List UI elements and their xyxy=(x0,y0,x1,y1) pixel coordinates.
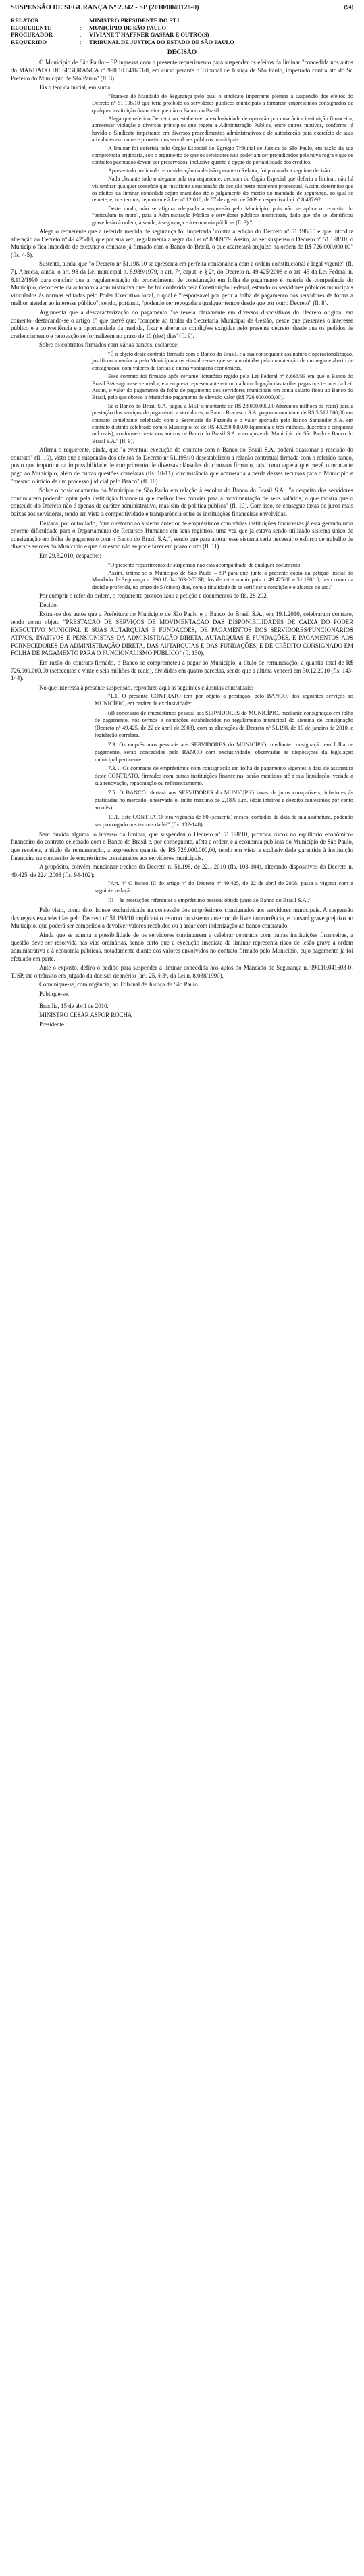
paragraph: Sustenta, ainda, que "o Decreto nº 51.198/10 se apresenta em perfeita consonância com a ordem constitucional e legal vigente" (fl. 7). Aprecia, ainda, o art. 98 da Lei municipal n. 8.989/1979, o art. 7º, caput, e § 2º, do Decreto n. 49.425/2008 e o art. 45 da Lei Federal n. 8.112/1990 para concluir que a regulamentação do procedimento de consignação em folha de pagamento é matéria de competência do Município, decorrente da autonomia administrativa que lhe foi conferida pela Constituição Federal, estando os servidores públicos municipais vinculados às normas editadas pelo Poder Executivo local, o qual é "responsável por gerir a folha de pagamento dos servidores de forma a melhor atender ao interesse público", sendo, portanto, "podendo ser revogada a qualquer tempo desde que por outro Decreto" (fl. 8). xyxy=(11,260,353,307)
contract-clause: 7.3.1. Os contratos de empréstimos com consignação em folha de pagamento vigentes à data de assinatura deste CONTRATO, firmados com outras instituições financeiras, serão mantidos até a sua liquidação, vedada a sua renovação, repactuação ou refinanciamento. xyxy=(95,765,353,787)
contract-clause: "1.1. O presente CONTRATO tem por objeto a prestação, pelo BANCO, dos seguintes serviços ao MUNICÍPIO, em caráter de exclusividade: xyxy=(95,693,353,707)
party-name: MINISTRO PRESIDENTE DO STJ xyxy=(89,17,180,24)
paragraph: Comunique-se, com urgência, ao Tribunal de Justiça de São Paulo. xyxy=(39,981,199,988)
party-separator: : xyxy=(80,17,82,24)
block-quote xyxy=(92,562,353,592)
party-separator: : xyxy=(80,38,82,45)
document-header xyxy=(11,4,353,11)
decree-article: III – às prestações referentes a empréstimo pessoal obtido junto ao Banco do Brasil S.A.;" xyxy=(108,897,312,904)
party-role: REQUERENTE xyxy=(11,24,52,31)
party-role: RELATOR xyxy=(11,17,39,24)
block-quote xyxy=(92,93,353,226)
quote-paragraph: "O presente requerimento de suspensão não está acompanhado de qualquer documento. xyxy=(108,561,302,568)
paragraph: Pelo visto, como dito, houve exclusividade na concessão dos empréstimos consignados aos servidores municipais. A suspensão das regras estabelecidas pelo Decreto nº 51.198/10 implicará o retorno do sistema anterior, de livre concorrência, e causará grave prejuízo ao Município, que poderá ser compelido a devolver valores recebidos ou a arcar com indenização ao banco contratado. xyxy=(11,907,353,930)
signature-block xyxy=(11,1003,353,1029)
paragraph: Sobre o posicionamento do Município de São Paulo em relação à escolha do Banco do Brasil S.A., "a despeito dos servidores continuarem podendo optar pela instituição financeira que melhor lhes convier para a movimentação de seus salários, o que mostra que o conteúdo do Decreto não é apenas de caráter administrativo, mas sim de política pública" (fl. 10). Com isso, se consegue taxas de juros mais baixas aos servidores, tendo em vista a competitividade e transparência entre as instituições financeiras envolvidas. xyxy=(11,487,353,517)
party-name: TRIBUNAL DE JUSTIÇA DO ESTADO DE SÃO PAULO xyxy=(89,38,234,45)
paragraph: Sem dúvida alguma, o inverso da liminar, que suspendeu o Decreto nº 51.198/10, provoca riscos no equilíbrio econômico-financeiro do contrato celebrado com o Banco do Brasil e, por conseguinte, afeta a ordem e a economia públicas do Município de São Paulo, que recebeu, a título de remuneração, a expressiva quantia de R$ 726.000.000,00, tendo em vista a exclusividade garantida à instituição financeira na concessão de empréstimos consignados aos servidores municipais. xyxy=(11,830,353,861)
paragraph: Extrai-se dos autos que a Prefeitura do Município de São Paulo e o Banco do Brasil S.A., em 19.1.2010, celebraram contrato, tendo como objeto "PRESTAÇÃO DE SERVIÇOS DE MOVIMENTAÇÃO DAS DISPONIBILIDADES DE CAIXA DO PODER EXECUTIVO MUNICIPAL E SUAS AUTARQUIAS E FUNDAÇÕES, DE PAGAMENTOS DOS SERVIDORES/FUNCIONÁRIOS ATIVOS, INATIVOS E PENSIONISTAS DA ADMINISTRAÇÃO DIRETA, AUTARQUIAS E FUNDAÇÕES, E PAGAMENTOS AOS FORNECEDORES DA ADMINISTRAÇÃO DIRETA, DAS AUTARQUIAS E DAS FUNDAÇÕES, E DE CRÉDITO CONSIGNADO EM FOLHA DE PAGAMENTO PARA O FUNCIONALISMO PÚBLICO" (fl. 130). xyxy=(11,611,353,657)
paragraph: No que interessa à presente suspensão, reproduzo aqui as seguintes cláusulas contratuais: xyxy=(39,684,253,691)
quote-paragraph: Apresentado pedido de reconsideração da decisão perante o Relator, foi prolatada a seguinte decisão: xyxy=(108,167,332,174)
party-name: MUNICÍPIO DE SÃO PAULO xyxy=(89,24,167,31)
quote-paragraph: Assim, intime-se o Município de São Paulo – SP para que junte a presente cópia da petição inicial do Mandado de Segurança n. 990.10.041603-0-TJSP, dos decretos municipais n. 49.425/08 e 51.198/10, bem como da decisão proferida, no prazo de 5 (cinco) dias, com a finalidade de se verificar a condição e o alcance do ato." xyxy=(92,569,353,590)
document-title: SUSPENSÃO DE SEGURANÇA Nº 2.342 - SP (2010/0049128-0) xyxy=(11,4,199,11)
paragraph: Publique-se. xyxy=(39,990,70,997)
paragraph: A propósito, convém mencionar trechos do Decreto n. 51.198, de 22.1.2010 (fls. 103-104), alterando dispositivos do Decreto n. 49.425, de 22.4.2008 (fls. 94-102): xyxy=(11,863,353,878)
paragraph: Em razão do contrato firmado, o Banco se comprometeu a pagar ao Município, a título de remuneração, a quantia total de R$ 726.000.000,00 (setecentos e vinte e seis milhões de reais), divididos em quatro parcelas, sendo que a última vencerá em 30.12.2010 (fls. 143-144). xyxy=(11,659,353,682)
quote-paragraph: Nada obstante todo o alegado pela ora requerente, decisum do Órgão Especial que deferiu a liminar, não há vislumbrar qualquer conteúdo que justifique a suspensão da decisão neste momento processual. Assim, determino que os efeitos da liminar concedida sejam mantidos até o julgamento do mérito do mandado de segurança, ao qual se remete, e, nos termos, reporto-me à Lei nº 12.016, de 07 de agosto de 2009 e respectiva Lei nº 8.437/92. xyxy=(92,176,353,204)
paragraph: Destaca, por outro lado, "que o retorno ao sistema anterior de empréstimos com várias instituições financeiras já está gerando uma enorme dificuldade para o Departamento de Recursos Humanos em seus registros, uma vez que já estava sendo utilizado sistema único de consignação em folha de pagamento com o Banco do Brasil S.A.", sendo que para alterar esse sistema seria necessário esforço de trabalho de diversos setores do Município e que o mesmo não se pode fazer em prazo curto (fl. 11). xyxy=(11,519,353,550)
decree-article: "Art. 4º O inciso III do artigo 4º do Decreto nº 49.425, de 22 de abril de 2008, passa a vigorar com a seguinte redação: xyxy=(95,880,353,895)
party-name: VIVIANE T HAFFNER GASPAR E OUTRO(S) xyxy=(89,31,209,39)
paragraph: Argumenta que a descaracterização do pagamento "se revela claramente em diversos dispositivos do Decreto original em comento, destacando-se o artigo 8º que prevê que: 'compete ao titular da Secretaria Municipal de Gestão, desde que presentes o interesse público e a conveniência e a oportunidade da medida, fixar e alterar as condições exigidas pelo presente decreto, desde que os pedidos de credenciamento e renovação se formalizem no prazo de 10 (dez) dias' (fl. 9). xyxy=(11,309,353,339)
signature-role: Presidente xyxy=(39,1020,64,1028)
paragraph: Afirma o requerente, ainda, que "a eventual execução do contrato com o Banco do Brasil S.A. poderá ocasionar a rescisão do contrato" (fl. 10), visto que a suspensão dos efeitos do Decreto nº 51.198/10 desestabilizou a relação contratual firmada com o referido banco, posto que importou na impossibilidade de cumprimento de diversas cláusulas do contrato firmado, tais como aquela que prevê o montante pago ao Município, além de outras questões correlatas (fls. 10-11), circunstância que acarretaria a perda desses recursos para o Município e "mesmo o início de um processo judicial pelo Banco" (fl. 10). xyxy=(11,446,353,485)
party-role: PROCURADOR xyxy=(11,31,53,39)
block-quote xyxy=(92,351,353,445)
paragraph: O Município de São Paulo – SP ingressa com o presente requerimento para suspender os efeitos da liminar "concedida nos autos do MANDADO DE SEGURANÇA nº 990.10.041603-0, em curso perante o Tribunal de Justiça de São Paulo, impetrado contra ato do Sr. Prefeito do Município de São Paulo" (fl. 3). xyxy=(11,59,353,82)
party-role: REQUERIDO xyxy=(11,38,47,45)
party-row xyxy=(11,24,353,32)
paragraph: Ante o exposto, defiro o pedido para suspender a liminar concedida nos autos do Mandado de Segurança n. 990.10.041603-0-TJSP, até o trânsito em julgado da decisão de mérito (art. 25, § 3º, da Lei n. 8.038/1990). xyxy=(11,964,353,979)
page-number: (94) xyxy=(344,4,353,10)
contract-clause: (d) concessão de empréstimos pessoal aos SERVIDORES do MUNICÍPIO, mediante consignação em folha de pagamento, nos termos e condições estabelecidos no regulamento municipal do sistema de consignação (Decreto nº 49.425, de 22 de abril de 2008), com as alterações do Decreto nº 51.198, de 10 de janeiro de 2010, e legislação correlata. xyxy=(95,710,353,738)
party-row xyxy=(11,17,353,24)
quote-paragraph: "É o objeto deste contrato firmado com o Banco do Brasil, e a sua consequente assinatura e operacionalização, justificou a renúncia pelo Município a receitas diversas que seriam obtidas pela manutenção de um regime aberto de consignação, com valores de tarifas e outras vantagens econômicas. xyxy=(92,350,353,371)
paragraph: Em 29.3.2010, despachei: xyxy=(39,552,101,559)
paragraph: Eis o teor da inicial, em suma: xyxy=(39,84,112,91)
quote-paragraph: "Trata-se de Mandado de Segurança pelo qual o sindicato impetrante pleiteia a suspensão dos efeitos do Decreto nº 51.198/10 que teria prolbido os servidores públicos municipais a tomarem empréstimos consignados de qualquer instituição financeira que não o Banco do Brasil. xyxy=(92,93,353,114)
contract-clause: 13.1. Este CONTRATO terá vigência de 60 (sessenta) meses, contados da data de sua assinatura, podendo ser prorrogado nos termos da lei" (fls. 132-148). xyxy=(95,813,353,828)
party-separator: : xyxy=(80,31,82,39)
party-row xyxy=(11,31,353,39)
quote-paragraph: A liminar foi deferida pelo Órgão Especial do Egrégio Tribunal de Justiça de São Paulo, em razão da sua competência originária, sob o argumento de que os servidores não poderiam ser prejudicados pela nova regra e que os contratos pactuados devem ser preservados, inclusive quanto à opção de portabilidade dos créditos. xyxy=(92,145,353,166)
parties-block xyxy=(11,17,353,45)
quote-paragraph: Alega que referido Decreto, ao estabelecer a exclusividade de operação por uma única instituição financeira, apresentar violação a diversos princípios que regem a Administração Pública, entre outros motivos, conforme já havido o Sindicato impetrante em diversos procedimentos administrativos e de autorização para exercício de suas atividades em nome e proveito dos servidores públicos municipais. xyxy=(92,115,353,143)
paragraph: Alega o requerente que a referida medida de segurança foi impetrada "contra a edição do Decreto nº 51.198/10 e que introduz alteração ao Decreto nº 49.425/08, que por sua vez, regulamenta a regra da Lei nº 8.989/79. Assim, ao ser suspenso o Decreto nº 51.198/10, o Município fica impedido de executar o contrato já firmado com o Banco do Brasil, o que acarretará prejuízo na ordem de R$ 726.000.000,00" (fls. 4-5). xyxy=(11,228,353,258)
signature-name: MINISTRO CESAR ASFOR ROCHA xyxy=(39,1011,132,1019)
decision-body xyxy=(11,59,353,1028)
decision-heading: DECISÃO xyxy=(167,49,197,57)
party-row xyxy=(11,39,353,46)
quote-paragraph: Se o Banco do Brasil S.A. pagou à MSP o montante de R$ 28.000.000,00 (duzentos milhões de reais) para a prestação dos serviços de pagamento a servidores, o Banco Bradesco S.A. pagou o montante de R$ 5.512.000,00 em contrato semelhante celebrado com a Secretaria de Fazenda e o valor aportado pelo Banco Santander S.A. em contrato distinto celebrado com o Município foi de R$ 43.250.000,00 (quarenta e três milhões, duzentos e cinquenta mil reais), conforme consta nos anexos de Banco do Brasil S.A. e ao ajuste do Município de São Paulo e Banco do Brasil S.A." (fl. 9). xyxy=(92,402,353,444)
paragraph: Sobre os contratos firmados com várias bancos, esclarece: xyxy=(39,341,179,349)
quote-paragraph: Deste modo, não se afigura adequada a suspensão pelo Município, pois não se aplica o requisito do "periculum in mora", para a Administração Pública e servidores públicos municipais, dado que não se identificou grave lesão à ordem, à saúde, à segurança e à economia públicas (fl. 3)." xyxy=(92,205,353,226)
paragraph: Por cumprir o referido ordem, o requerente protocolizou a petição e documentos de fls. 28-202. xyxy=(39,592,268,600)
contract-clause: 7.5. O BANCO ofertará aos SERVIDORES do MUNICÍPIO taxas de juros compatíveis, inferiores às praticadas no mercado, observado o limite máximo de 2,18% a.m. (dois inteiros e dezoito centésimos por cento ao mês). xyxy=(95,790,353,811)
paragraph: Ainda que se admita a possibilidade de os servidores continuarem a celebrar contratos com outras instituições financeiras, a questão deve ser resolvida nas vias ordinárias, sendo certo que a execução imediata da liminar representa risco de lesão grave à ordem administrativa e à economia públicas, notadamente diante dos valores envolvidos no contrato firmado pelo Município, cujo pagamento já foi efetuado em parte. xyxy=(11,931,353,962)
paragraph: Decido. xyxy=(39,601,58,609)
quote-paragraph: Esse contrato foi firmado após certame licitatório regido pela Lei Federal nº 8.666/93 em que o Banco do Brasil S/A sagrou-se vencedor, e a empresa representante entrou na homologação das tarifas pagas nos termos da Lei. Assim, o valor do pagamento da folha de pagamento dos servidores municipais em conta salário ficou ao Banco do Brasil, pelo que obteve o Município pagamento de elevado valor (R$ 726.000.000,00). xyxy=(92,373,353,401)
signature-date: Brasília, 15 de abril de 2010. xyxy=(39,1002,109,1009)
party-separator: : xyxy=(80,24,82,31)
contract-clause: 7.3. Os empréstimos pessoais aos SERVIDORES do MUNICÍPIO, mediante consignação em folha de pagamento, serão concedidos pelo BANCO com exclusividade, observadas as disposições da legislação municipal pertinente. xyxy=(95,741,353,763)
